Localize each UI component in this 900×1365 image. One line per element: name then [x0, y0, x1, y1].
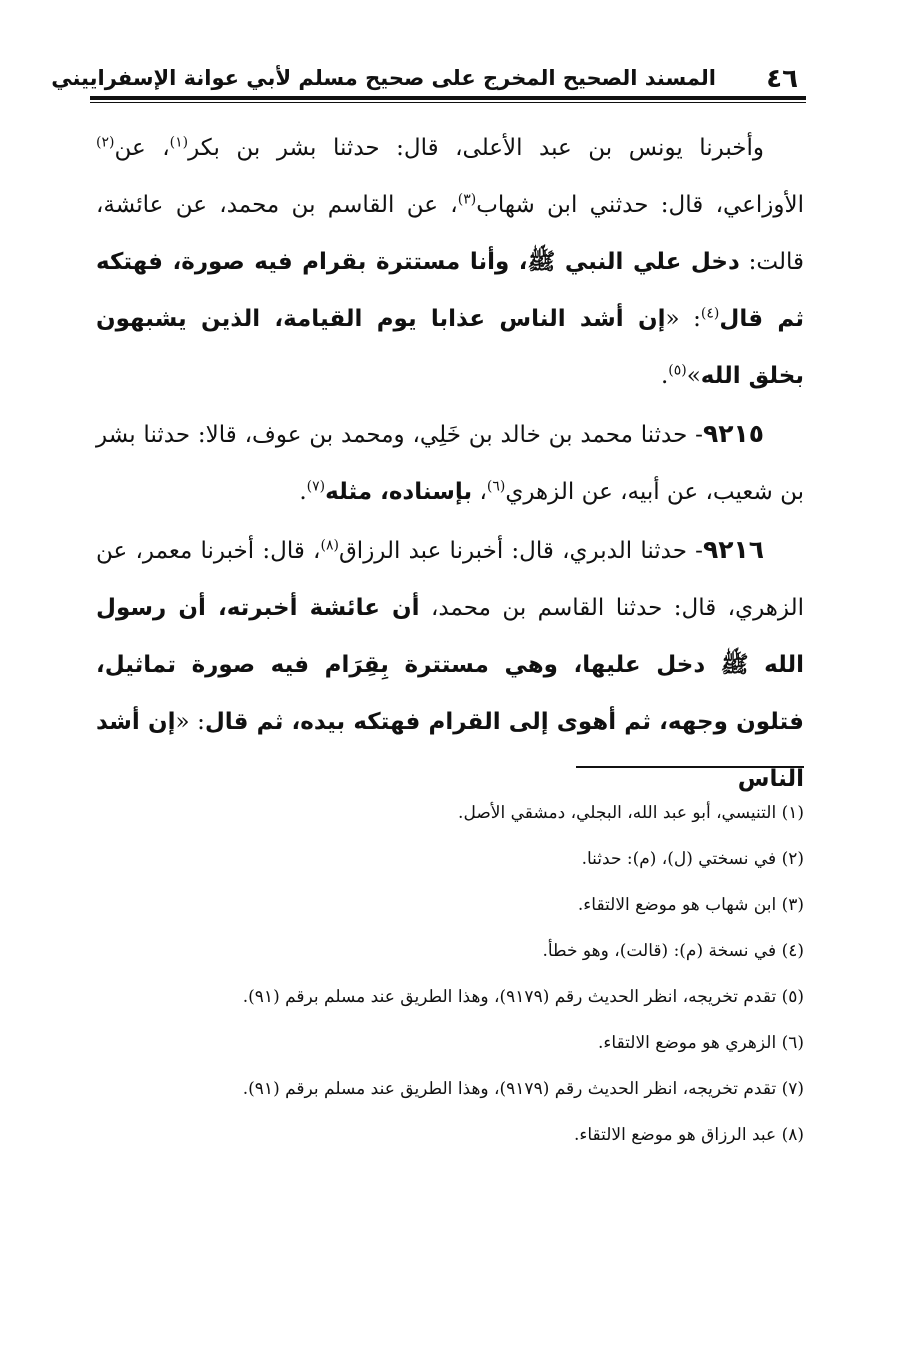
paragraph-2 — [96, 405, 804, 521]
hadith-text: بإسناده، مثله — [325, 479, 473, 505]
paragraph-1 — [96, 120, 804, 405]
footnote-8: (٨) عبد الرزاق هو موضع الالتقاء. — [573, 1125, 804, 1145]
text-run: ، قال: أخبرنا معمر، عن الزهري، قال: حدثنا القاسم بن محمد، — [96, 538, 804, 621]
footnote-6: (٦) الزهري هو موضع الالتقاء. — [598, 1033, 804, 1053]
footnote-ref[interactable]: (٣) — [457, 191, 477, 208]
page-header — [51, 62, 806, 98]
header-rule-thin — [90, 102, 806, 103]
footnote-ref[interactable]: (٥) — [668, 362, 687, 379]
footnote-ref[interactable]: (٨) — [320, 537, 339, 554]
hadith-text: دخل علي النبي ﷺ، وأنا مستترة بقرام فيه صورة، فهتكه ثم قال — [96, 249, 805, 332]
footnote-2: (٢) في نسختي (ل)، (م): حدثنا. — [581, 849, 804, 869]
text-run: - حدثنا الدبري، قال: أخبرنا عبد الرزاق — [338, 538, 703, 564]
footnote-4: (٤) في نسخة (م): (قالت)، وهو خطأ. — [542, 941, 804, 961]
text-run: . — [299, 479, 307, 505]
running-title: المسند الصحيح المخرج على صحيح مسلم لأبي عوانة الإسفراييني — [51, 66, 716, 90]
footnote-7: (٧) تقدم تخريجه، انظر الحديث رقم (٩١٧٩)، وهذا الطريق عند مسلم برقم (٩١). — [242, 1079, 804, 1099]
text-run: - حدثنا محمد بن خالد بن خَلِي، ومحمد بن عوف، قالا: حدثنا بشر بن شعيب، عن أبيه، عن الزهري — [96, 422, 804, 505]
page-number: ٤٦ — [766, 64, 798, 94]
text-run: : « — [175, 709, 205, 735]
text-run: وأخبرنا يونس بن عبد الأعلى، قال: حدثنا بشر بن بكر — [188, 135, 764, 161]
footnote-3: (٣) ابن شهاب هو موضع الالتقاء. — [577, 895, 804, 915]
main-text — [96, 120, 804, 808]
footnotes — [96, 790, 804, 1158]
hadith-number: ٩٢١٦ — [702, 535, 765, 564]
header-rule — [90, 96, 806, 100]
footnote-ref[interactable]: (٤) — [700, 305, 720, 322]
footnote-5: (٥) تقدم تخريجه، انظر الحديث رقم (٩١٧٩)، وهذا الطريق عند مسلم برقم (٩١). — [242, 987, 804, 1007]
footnote-ref[interactable]: (٧) — [306, 478, 326, 495]
footnote-ref[interactable]: (٦) — [486, 478, 506, 495]
text-run: . — [660, 363, 669, 389]
text-run: ، عن — [114, 135, 170, 161]
hadith-text: إن أشد الناس عذابا يوم القيامة، الذين يشبهون بخلق الله — [96, 306, 804, 389]
footnote-1: (١) التنيسي، أبو عبد الله، البجلي، دمشقي الأصل. — [458, 803, 804, 823]
footnote-ref[interactable]: (١) — [169, 134, 189, 151]
footnote-separator — [576, 766, 804, 768]
text-run: ، — [472, 479, 487, 505]
paragraph-3 — [96, 521, 804, 808]
hadith-text: أن عائشة أخبرته، أن رسول الله ﷺ دخل عليها، وهي مستترة بِقِرَام فيه صورة تماثيل، فتلون وجهه، ثم أهوى إلى القرام فهتكه بيده، ثم قال — [96, 595, 804, 735]
text-run: ، عن القاسم بن محمد، عن عائشة، قالت: — [96, 192, 805, 275]
footnote-ref[interactable]: (٢) — [96, 134, 115, 151]
text-run: الأوزاعي، قال: حدثني ابن شهاب — [476, 192, 804, 218]
text-run: : « — [665, 306, 701, 332]
hadith-number: ٩٢١٥ — [702, 419, 764, 448]
hadith-text: إن أشد الناس — [96, 709, 804, 792]
text-run: » — [686, 363, 701, 389]
